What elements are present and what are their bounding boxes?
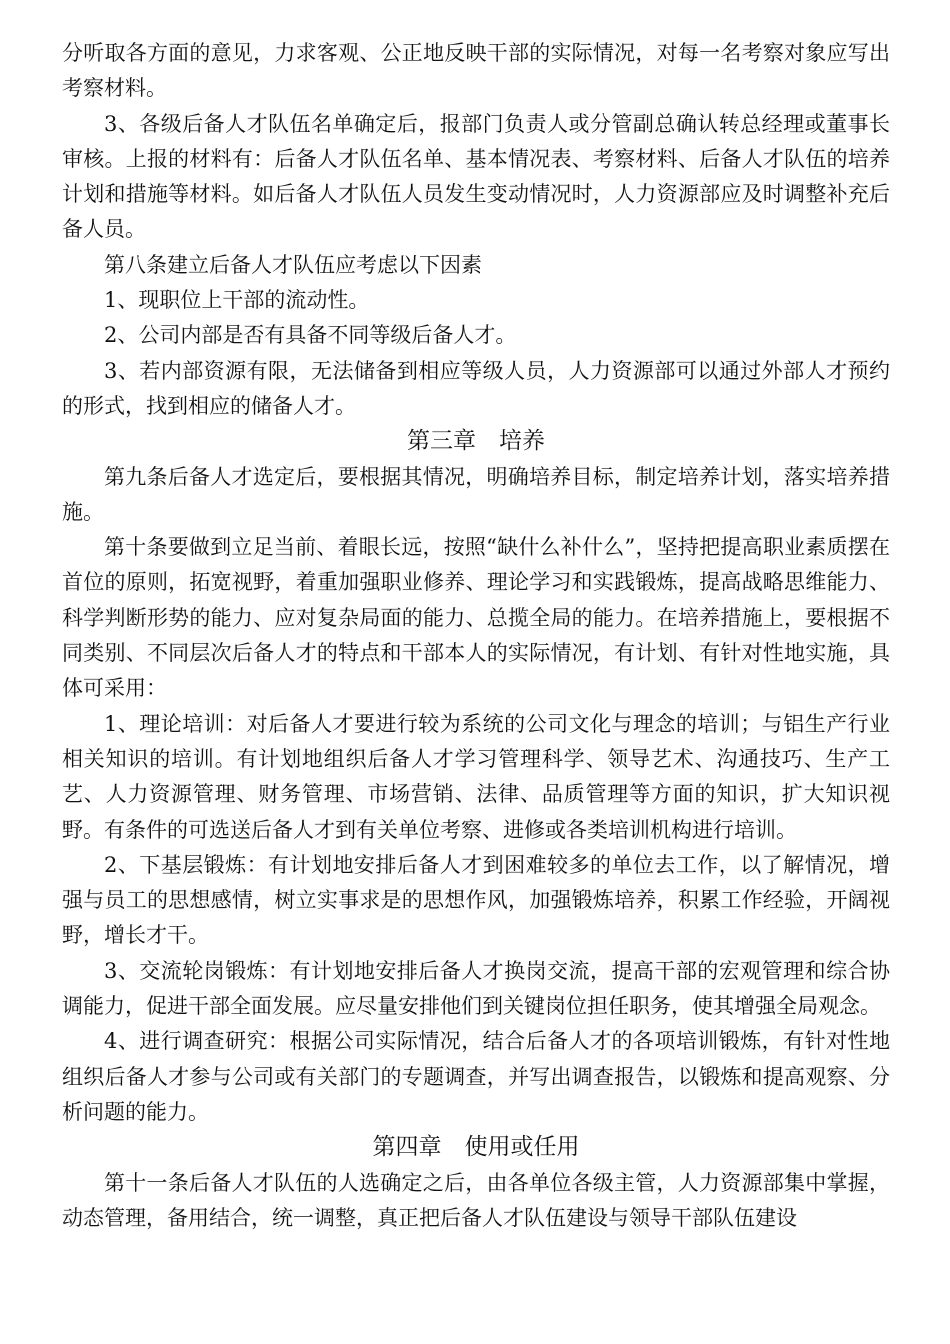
paragraph-item-3-external-talent: 3、若内部资源有限，无法储备到相应等级人员，人力资源部可以通过外部人才预约的形式，找到相应的储备人才。 [62,358,890,418]
paragraph-item-1-theory-training: 1、理论培训：对后备人才要进行较为系统的公司文化与理念的培训；与铝生产行业相关知识的培训。有计划地组织后备人才学习管理科学、领导艺术、沟通技巧、生产工艺、人力资源管理、财务管理、市场营销、法律、品质管理等方面的知识，扩大知识视野。有条件的可选送后备人才到有关单位考察、进修或各类培训机构进行培训。 [62,711,890,842]
paragraph-item-2-internal-talent: 2、公司内部是否有具备不同等级后备人才。 [104,323,517,348]
paragraph-item-3-rotation: 3、交流轮岗锻炼：有计划地安排后备人才换岗交流，提高干部的宏观管理和综合协调能力，促进干部全面发展。应尽量安排他们到关键岗位担任职务，使其增强全局观念。 [62,958,890,1019]
paragraph-item-4-research: 4、进行调查研究：根据公司实际情况，结合后备人才的各项培训锻炼，有针对性地组织后备人才参与公司或有关部门的专题调查，并写出调查报告，以锻炼和提高观察、分析问题的能力。 [62,1029,890,1124]
paragraph-continuation: 分听取各方面的意见，力求客观、公正地反映干部的实际情况，对每一名考察对象应写出考察材料。 [62,41,890,101]
paragraph-article-9: 第九条后备人才选定后，要根据其情况，明确培养目标，制定培养计划，落实培养措施。 [62,464,890,524]
document-page [62,36,890,1236]
paragraph-item-3-roster-approval: 3、各级后备人才队伍名单确定后，报部门负责人或分管副总确认转总经理或董事长审核。上报的材料有：后备人才队伍名单、基本情况表、考察材料、后备人才队伍的培养计划和措施等材料。如后备人才队伍人员发生变动情况时，人力资源部应及时调整补充后备人员。 [62,111,890,242]
paragraph-article-10: 第十条要做到立足当前、着眼长远，按照“缺什么补什么”，坚持把提高职业素质摆在首位的原则，拓宽视野，着重加强职业修养、理论学习和实践锻炼，提高战略思维能力、科学判断形势的能力、应对复杂局面的能力、总揽全局的能力。在培养措施上，要根据不同类别、不同层次后备人才的特点和干部本人的实际情况，有计划、有针对性地实施，具体可采用： [62,535,890,701]
paragraph-item-2-grassroots: 2、下基层锻炼：有计划地安排后备人才到困难较多的单位去工作，以了解情况，增强与员工的思想感情，树立实事求是的思想作风，加强锻炼培养，积累工作经验，开阔视野，增长才干。 [62,852,890,948]
paragraph-article-11: 第十一条后备人才队伍的人选确定之后，由各单位各级主管，人力资源部集中掌握，动态管理，备用结合，统一调整，真正把后备人才队伍建设与领导干部队伍建设 [62,1170,890,1230]
chapter-3-heading: 第三章 培养 [407,428,545,455]
paragraph-article-8: 第八条建立后备人才队伍应考虑以下因素 [104,252,482,277]
chapter-4-heading: 第四章 使用或任用 [372,1134,580,1161]
paragraph-item-1-mobility: 1、现职位上干部的流动性。 [104,288,370,313]
